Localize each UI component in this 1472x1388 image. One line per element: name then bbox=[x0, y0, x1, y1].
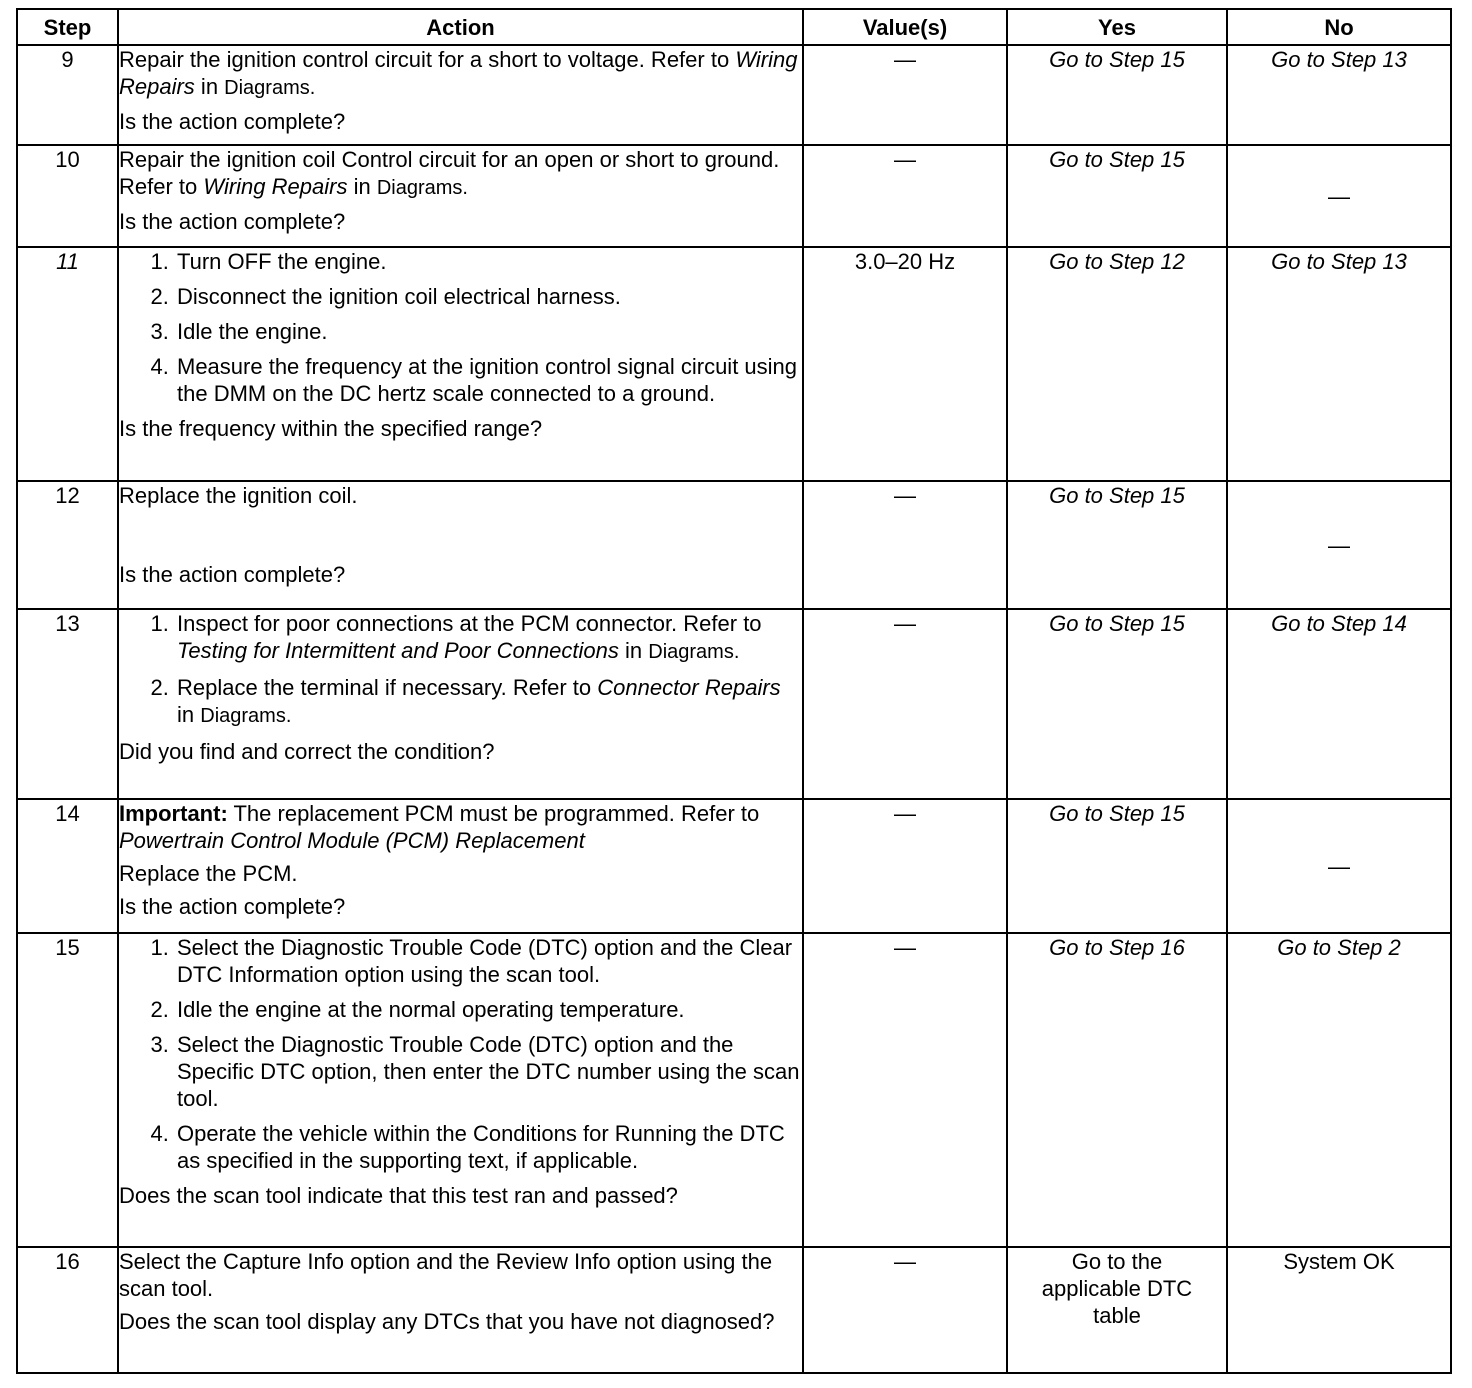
yes-cell[interactable]: Go to Step 15 bbox=[1007, 481, 1227, 609]
action-text bbox=[119, 800, 802, 854]
important-label: Important: bbox=[119, 801, 228, 826]
reference-link-testing[interactable]: Testing for Intermittent and Poor Connections bbox=[177, 638, 619, 663]
header-yes: Yes bbox=[1007, 9, 1227, 45]
diagnostic-table bbox=[16, 8, 1452, 1374]
action-text-part: in bbox=[194, 74, 225, 99]
header-step: Step bbox=[17, 9, 118, 45]
action-steps-list bbox=[119, 934, 802, 1174]
table-row-step-16 bbox=[17, 1247, 1451, 1373]
list-item bbox=[175, 674, 802, 730]
reference-diagrams: Diagrams. bbox=[376, 177, 468, 199]
action-question: Is the action complete? bbox=[119, 894, 346, 919]
value-cell: — bbox=[803, 609, 1007, 799]
reference-link-pcm-replacement[interactable]: Powertrain Control Module (PCM) Replacement bbox=[119, 828, 585, 853]
no-cell[interactable]: Go to Step 13 bbox=[1227, 45, 1451, 145]
header-action: Action bbox=[118, 9, 803, 45]
action-text-part: in bbox=[618, 638, 649, 663]
step-number: 11 bbox=[17, 247, 118, 481]
list-item: 3. Select the Diagnostic Trouble Code (DTC) option and the Specific DTC option, then enter the DTC number using the scan tool. bbox=[175, 1031, 802, 1112]
value-cell: — bbox=[803, 1247, 1007, 1373]
action-cell bbox=[118, 933, 803, 1247]
no-cell: — bbox=[1227, 145, 1451, 247]
action-steps-list bbox=[119, 610, 802, 730]
step-number: 14 bbox=[17, 799, 118, 933]
header-values: Value(s) bbox=[803, 9, 1007, 45]
table-row-step-13 bbox=[17, 609, 1451, 799]
action-cell bbox=[118, 481, 803, 609]
action-text bbox=[119, 46, 802, 102]
action-question: Is the frequency within the specified range? bbox=[119, 416, 543, 441]
reference-link-wiring-repairs[interactable]: Wiring Repairs bbox=[203, 174, 348, 199]
no-cell: System OK bbox=[1227, 1247, 1451, 1373]
yes-cell[interactable]: Go to Step 15 bbox=[1007, 45, 1227, 145]
action-cell bbox=[118, 247, 803, 481]
no-cell: — bbox=[1227, 481, 1451, 609]
list-item: 2. Idle the engine at the normal operating temperature. bbox=[175, 996, 802, 1023]
action-text: Replace the PCM. bbox=[119, 861, 298, 886]
yes-cell[interactable]: Go to Step 16 bbox=[1007, 933, 1227, 1247]
action-text bbox=[119, 146, 802, 202]
action-question: Is the action complete? bbox=[119, 209, 346, 234]
reference-diagrams: Diagrams. bbox=[648, 641, 740, 663]
action-question: Is the action complete? bbox=[119, 109, 346, 134]
yes-cell[interactable]: Go to Step 15 bbox=[1007, 799, 1227, 933]
action-text-part: Repair the ignition coil Control circuit for an open or short to ground. Refer to bbox=[119, 147, 780, 199]
reference-diagrams: Diagrams. bbox=[200, 705, 292, 727]
action-question: Does the scan tool indicate that this test ran and passed? bbox=[119, 1183, 678, 1208]
value-cell: — bbox=[803, 799, 1007, 933]
step-number: 13 bbox=[17, 609, 118, 799]
action-cell bbox=[118, 609, 803, 799]
no-cell[interactable]: Go to Step 14 bbox=[1227, 609, 1451, 799]
yes-cell[interactable]: Go to Step 12 bbox=[1007, 247, 1227, 481]
list-item: 1. Turn OFF the engine. bbox=[175, 248, 802, 275]
table-row-step-14 bbox=[17, 799, 1451, 933]
action-question: Is the action complete? bbox=[119, 562, 346, 587]
action-text-part: Repair the ignition control circuit for a short to voltage. Refer to bbox=[119, 47, 736, 72]
table-row-step-11 bbox=[17, 247, 1451, 481]
value-cell: 3.0–20 Hz bbox=[803, 247, 1007, 481]
reference-link-connector-repairs[interactable]: Connector Repairs bbox=[597, 675, 781, 700]
yes-cell[interactable]: Go to Step 15 bbox=[1007, 609, 1227, 799]
action-steps-list bbox=[119, 248, 802, 407]
action-text-part: Replace the terminal if necessary. Refer to bbox=[177, 675, 598, 700]
yes-cell[interactable]: Go to Step 15 bbox=[1007, 145, 1227, 247]
list-item: 4. Measure the frequency at the ignition control signal circuit using the DMM on the DC hertz scale connected to a ground. bbox=[175, 353, 802, 407]
action-cell bbox=[118, 145, 803, 247]
no-cell[interactable]: Go to Step 13 bbox=[1227, 247, 1451, 481]
list-item: 3. Idle the engine. bbox=[175, 318, 802, 345]
header-no: No bbox=[1227, 9, 1451, 45]
action-text: Replace the ignition coil. bbox=[119, 483, 358, 508]
value-cell: — bbox=[803, 145, 1007, 247]
value-cell: — bbox=[803, 481, 1007, 609]
list-item: 2. Disconnect the ignition coil electrical harness. bbox=[175, 283, 802, 310]
step-number: 10 bbox=[17, 145, 118, 247]
table-row-step-12 bbox=[17, 481, 1451, 609]
action-text: Select the Capture Info option and the Review Info option using the scan tool. bbox=[119, 1249, 773, 1301]
action-text-part: in bbox=[177, 702, 201, 727]
value-cell: — bbox=[803, 933, 1007, 1247]
step-number: 16 bbox=[17, 1247, 118, 1373]
step-number: 15 bbox=[17, 933, 118, 1247]
header-row bbox=[17, 9, 1451, 45]
action-cell bbox=[118, 799, 803, 933]
yes-cell[interactable]: Go to the applicable DTC table bbox=[1007, 1247, 1227, 1373]
reference-diagrams: Diagrams. bbox=[224, 77, 316, 99]
action-question: Does the scan tool display any DTCs that you have not diagnosed? bbox=[119, 1309, 775, 1334]
action-cell bbox=[118, 1247, 803, 1373]
value-cell: — bbox=[803, 45, 1007, 145]
no-cell[interactable]: Go to Step 2 bbox=[1227, 933, 1451, 1247]
action-text-part: in bbox=[347, 174, 377, 199]
table-row-step-9 bbox=[17, 45, 1451, 145]
step-number: 9 bbox=[17, 45, 118, 145]
action-text-part: The replacement PCM must be programmed. Refer to bbox=[227, 801, 760, 826]
list-item: 4. Operate the vehicle within the Conditions for Running the DTC as specified in the supporting text, if applicable. bbox=[175, 1120, 802, 1174]
list-item: 1. Select the Diagnostic Trouble Code (DTC) option and the Clear DTC Information option using the scan tool. bbox=[175, 934, 802, 988]
step-number: 12 bbox=[17, 481, 118, 609]
action-cell bbox=[118, 45, 803, 145]
reference-link-wiring-repairs[interactable]: Wiring Repairs bbox=[119, 47, 798, 99]
table-row-step-15 bbox=[17, 933, 1451, 1247]
action-question: Did you find and correct the condition? bbox=[119, 739, 495, 764]
list-item bbox=[175, 610, 802, 666]
action-text-part: Inspect for poor connections at the PCM connector. Refer to bbox=[177, 611, 762, 636]
no-cell: — bbox=[1227, 799, 1451, 933]
table-row-step-10 bbox=[17, 145, 1451, 247]
